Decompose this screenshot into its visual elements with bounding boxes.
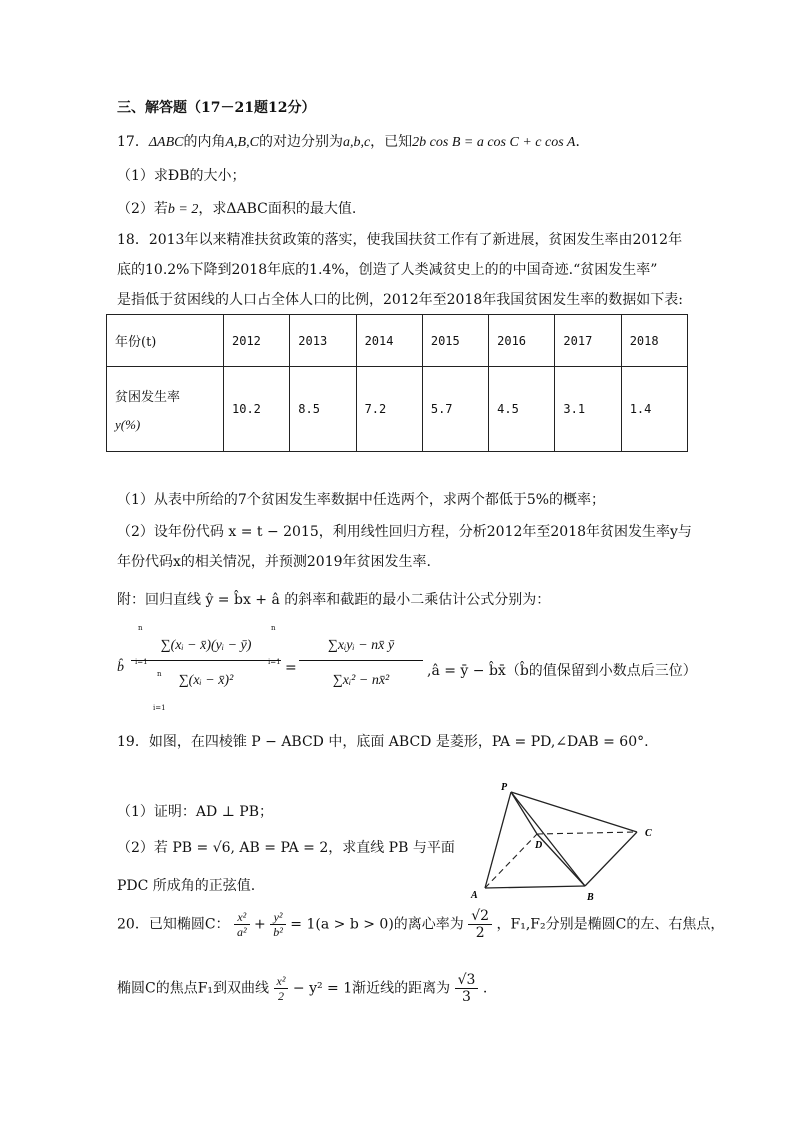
q20-line1	[117, 908, 724, 941]
regression-formula	[117, 624, 757, 712]
q17-angles: A,B,C	[225, 135, 259, 150]
q17-part2-cond: b = 2	[167, 202, 199, 217]
table-cell-year: 2017	[555, 315, 621, 367]
table-cell-year: 2015	[422, 315, 488, 367]
table-cell-rate: 7.2	[356, 367, 422, 452]
q19-stem: 19．如图，在四棱锥 P − ABCD 中，底面 ABCD 是菱形，PA = PD,∠DAB = 60°.	[117, 734, 649, 750]
q20-intro: 20．已知椭圆C：	[117, 916, 230, 933]
frac-den: b²	[270, 924, 286, 939]
table-cell-rate: 5.7	[422, 367, 488, 452]
edge-BC	[585, 832, 637, 886]
table-cell-year: 2013	[290, 315, 356, 367]
formula-denominator-2: ∑xᵢ² − nx̄²	[299, 660, 423, 689]
section-heading: 三、解答题（17－21题12分）	[117, 100, 316, 116]
edge-PA	[485, 792, 511, 888]
frac-den: 2	[274, 988, 289, 1003]
table-cell-year: 2012	[224, 315, 290, 367]
vertex-label-C: C	[645, 828, 652, 839]
q17-number: 17．	[117, 134, 149, 150]
table-header-rate	[107, 367, 224, 452]
q18-line2: 底的10.2%下降到2018年底的1.4%，创造了人类减贫史上的的中国奇迹.“贫困发生率”	[117, 262, 658, 278]
q17-text: ．	[575, 134, 590, 150]
sum-limit-bottom: i=1	[268, 658, 281, 666]
formula-fraction-1	[131, 630, 281, 689]
table-header-year: 年份(t)	[107, 315, 224, 367]
pyramid-figure	[465, 778, 665, 908]
table-cell-year: 2014	[356, 315, 422, 367]
q17-text: 的对边分别为	[258, 134, 343, 150]
hyperbola-x-term	[274, 974, 289, 1003]
q18-line1: 18．2013年以来精准扶贫政策的落实，使我国扶贫工作有了新进展，贫困发生率由2012年	[117, 232, 683, 248]
frac-den: 2	[468, 924, 492, 941]
q20-foci-text: ，F₁,F₂分别是椭圆C的左、右焦点，	[496, 916, 725, 933]
vertex-label-A: A	[471, 890, 478, 901]
sum-limit-top: n	[157, 670, 162, 678]
eccentricity-value	[468, 908, 492, 941]
formula-fraction-2	[299, 630, 423, 689]
q18-line3: 是指低于贫困线的人口占全体人口的比例，2012年至2018年我国贫困发生率的数据如下表:	[117, 292, 683, 308]
edge-AB	[485, 886, 585, 888]
q17-equation: 2b cos B = a cos C + c cos A	[412, 135, 576, 150]
ellipse-y-term	[270, 910, 286, 939]
table-row	[107, 367, 688, 452]
formula-equals: =	[285, 660, 297, 676]
ellipse-x-term	[234, 910, 250, 939]
table-cell-rate: 1.4	[621, 367, 687, 452]
table-cell-rate: 4.5	[489, 367, 555, 452]
q20-line2	[117, 972, 487, 1005]
q18-part1: （1）从表中所给的7个贫困发生率数据中任选两个，求两个都低于5%的概率；	[117, 492, 606, 508]
poverty-rate-table	[106, 314, 688, 452]
sum-limit-bottom: i=1	[153, 704, 166, 712]
distance-value	[455, 972, 479, 1005]
vertex-label-D: D	[535, 840, 543, 851]
b-hat-symbol: b̂	[117, 660, 124, 675]
frac-num: √3	[457, 972, 476, 988]
sum-limit-top: n	[271, 624, 276, 632]
plus-sign: +	[254, 916, 266, 933]
table-cell-year: 2018	[621, 315, 687, 367]
q18-part2-line2: 年份代码x的相关情况，并预测2019年贫困发生率.	[117, 554, 431, 570]
q17-stem	[117, 132, 589, 153]
frac-num: y²	[273, 910, 283, 924]
ellipse-condition: = 1(a > b > 0)的离心率为	[290, 916, 464, 933]
table-cell-rate: 10.2	[224, 367, 290, 452]
q17-triangle: ΔABC	[148, 135, 184, 150]
sum-limit-bottom: i=1	[135, 658, 148, 666]
frac-num: √2	[471, 908, 490, 924]
q19-part2-line1: （2）若 PB = √6, AB = PA = 2，求直线 PB 与平面	[117, 840, 455, 856]
q20-end: .	[482, 980, 488, 997]
q17-text: ，已知	[370, 134, 413, 150]
edge-PD	[511, 792, 537, 834]
edge-PB	[511, 792, 585, 886]
formula-tail: ,â = ȳ − b̂x̄（b̂的值保留到小数点后三位）	[427, 663, 697, 679]
formula-numerator-1: ∑(xᵢ − x̄)(yᵢ − ȳ)	[160, 638, 252, 653]
q17-sides: a,b,c	[342, 135, 371, 150]
edge-PC	[511, 792, 637, 832]
frac-num: x²	[237, 910, 247, 924]
table-cell-rate: 3.1	[555, 367, 621, 452]
hyperbola-rest: − y² = 1渐近线的距离为	[292, 980, 451, 997]
rate-unit: y(%)	[115, 416, 141, 432]
q17-part2-text: （2）若	[117, 201, 168, 217]
sum-limit-top: n	[138, 624, 143, 632]
q20-focus-text: 椭圆C的焦点F₁到双曲线	[117, 980, 270, 997]
frac-num: x²	[276, 974, 286, 988]
q17-part2-text: ，求ΔABC面积的最大值.	[198, 201, 357, 217]
q17-part2	[117, 199, 356, 220]
q17-text: 的内角	[183, 134, 226, 150]
frac-den: 3	[455, 988, 479, 1005]
q19-part2-line2: PDC 所成角的正弦值.	[117, 878, 256, 894]
formula-denominator-1: ∑(xᵢ − x̄)²	[131, 660, 281, 689]
table-cell-year: 2016	[489, 315, 555, 367]
table-cell-rate: 8.5	[290, 367, 356, 452]
q18-part2-line1: （2）设年份代码 x = t − 2015，利用线性回归方程，分析2012年至2018年贫困发生率y与	[117, 524, 692, 540]
formula-numerator-2: ∑xᵢyᵢ − nx̄ ȳ	[327, 638, 395, 653]
frac-den: a²	[234, 924, 250, 939]
edge-DC-hidden	[537, 832, 637, 834]
q17-part1: （1）求ÐB的大小；	[117, 168, 246, 184]
q18-appendix: 附：回归直线 ŷ = b̂x + â 的斜率和截距的最小二乘估计公式分别为：	[117, 592, 551, 608]
vertex-label-P: P	[501, 782, 508, 793]
vertex-label-B: B	[587, 892, 594, 903]
q19-part1: （1）证明：AD ⊥ PB；	[117, 804, 274, 820]
rate-label: 贫困发生率	[115, 389, 181, 405]
edge-DB	[537, 834, 585, 886]
table-row	[107, 315, 688, 367]
